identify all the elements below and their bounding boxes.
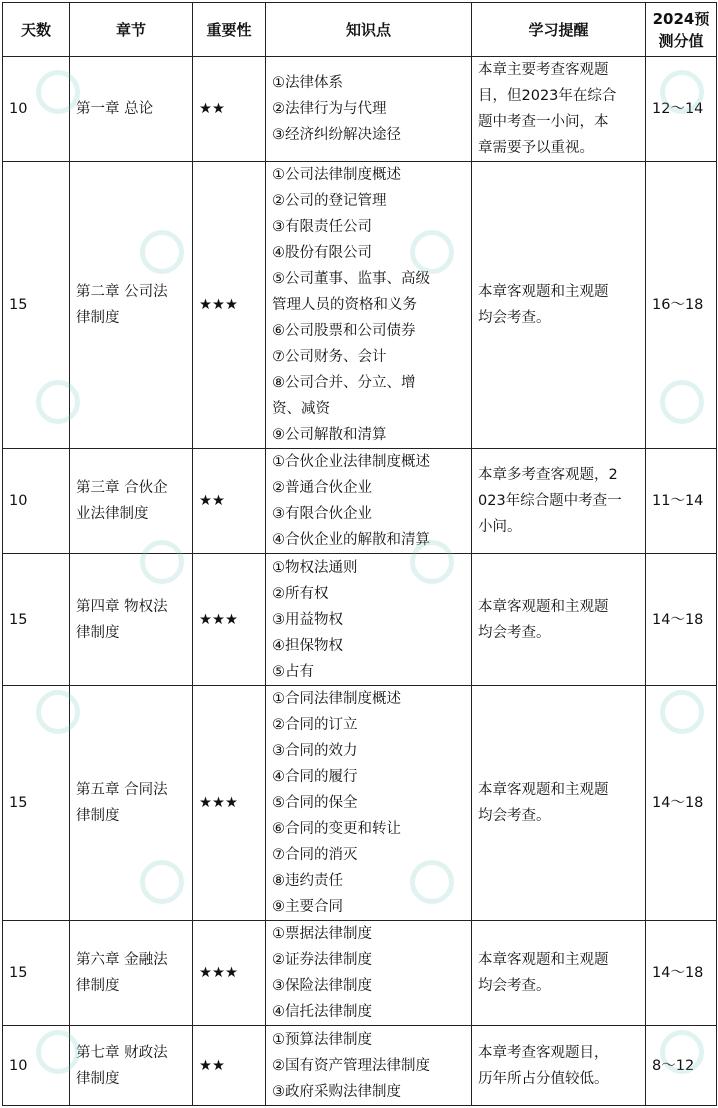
- days-cell: 10: [3, 57, 70, 162]
- knowledge-point: ⑥公司股票和公司债券: [272, 323, 416, 339]
- chapter-line: 律制度: [76, 310, 120, 326]
- header-reminder: 学习提醒: [472, 3, 646, 57]
- header-score-line1: 2024预: [652, 9, 710, 28]
- importance-stars: ★★★: [193, 686, 266, 921]
- chapter-line: 第三章 合伙企: [76, 480, 168, 496]
- knowledge-point: ④信托法律制度: [272, 1004, 372, 1020]
- days-cell: 15: [3, 554, 70, 686]
- header-points: 知识点: [266, 3, 472, 57]
- knowledge-point: ③经济纠纷解决途径: [272, 127, 401, 143]
- days-cell: 10: [3, 1026, 70, 1106]
- days-cell: 15: [3, 921, 70, 1026]
- knowledge-point: 管理人员的资格和义务: [272, 297, 417, 313]
- chapter-line: 第二章 公司法: [76, 284, 168, 300]
- chapter-cell: [70, 57, 193, 162]
- chapter-line: 第七章 财政法: [76, 1044, 168, 1061]
- predicted-score-cell: 14～18: [646, 921, 717, 1026]
- knowledge-point: ①物权法通则: [272, 559, 358, 576]
- chapter-cell: [70, 921, 193, 1026]
- knowledge-point: ⑤占有: [272, 663, 314, 680]
- reminder-line: 本章客观题和主观题: [478, 782, 609, 798]
- reminder-line: 023年综合题中考查一: [478, 493, 622, 509]
- study-reminder-cell: [472, 57, 646, 162]
- chapter-line: 律制度: [76, 624, 120, 641]
- reminder-line: 历年所占分值较低。: [478, 1070, 609, 1087]
- study-plan-table: [2, 2, 717, 1106]
- knowledge-points-cell: [266, 1026, 472, 1106]
- knowledge-point: ⑨公司解散和清算: [272, 427, 387, 443]
- reminder-line: 小问。: [478, 519, 522, 535]
- knowledge-point: ②法律行为与代理: [272, 101, 387, 117]
- knowledge-point: 资、减资: [272, 401, 330, 417]
- predicted-score-cell: 14～18: [646, 554, 717, 686]
- reminder-line: 题中考查一小问，本: [478, 114, 609, 130]
- importance-stars: ★★: [193, 449, 266, 554]
- knowledge-point: ②国有资产管理法律制度: [272, 1057, 430, 1074]
- chapter-cell: [70, 686, 193, 921]
- chapter-line: 律制度: [76, 808, 120, 824]
- importance-stars: ★★★: [193, 554, 266, 686]
- study-reminder-cell: [472, 449, 646, 554]
- header-score-line2: 测分值: [658, 31, 704, 50]
- knowledge-point: ⑧违约责任: [272, 873, 343, 889]
- knowledge-point: ③政府采购法律制度: [272, 1083, 401, 1100]
- reminder-line: 本章考查客观题目，: [478, 1044, 609, 1061]
- knowledge-point: ④合同的履行: [272, 769, 358, 785]
- knowledge-point: ④股份有限公司: [272, 245, 372, 261]
- table-row: [3, 686, 717, 921]
- knowledge-point: ①合伙企业法律制度概述: [272, 454, 430, 470]
- importance-stars: ★★: [193, 1026, 266, 1106]
- days-cell: 10: [3, 449, 70, 554]
- study-reminder-cell: [472, 554, 646, 686]
- chapter-cell: [70, 554, 193, 686]
- reminder-line: 本章客观题和主观题: [478, 952, 609, 968]
- reminder-line: 均会考查。: [478, 978, 551, 994]
- table-row: [3, 1026, 717, 1106]
- table-row: [3, 449, 717, 554]
- reminder-line: 本章多考查客观题，2: [478, 467, 618, 483]
- chapter-cell: [70, 449, 193, 554]
- reminder-line: 本章主要考查客观题: [478, 62, 609, 78]
- reminder-line: 本章客观题和主观题: [478, 284, 609, 300]
- importance-stars: ★★: [193, 57, 266, 162]
- chapter-line: 律制度: [76, 978, 120, 994]
- knowledge-point: ①公司法律制度概述: [272, 167, 401, 183]
- chapter-cell: [70, 162, 193, 449]
- chapter-line: 第六章 金融法: [76, 952, 168, 968]
- header-days: 天数: [3, 3, 70, 57]
- header-score: [646, 3, 717, 57]
- reminder-line: 目，但2023年在综合: [478, 88, 617, 104]
- knowledge-point: ③合同的效力: [272, 743, 358, 759]
- reminder-line: 均会考查。: [478, 808, 551, 824]
- study-reminder-cell: [472, 162, 646, 449]
- table-row: [3, 554, 717, 686]
- knowledge-point: ⑥合同的变更和转让: [272, 821, 401, 837]
- reminder-line: 本章客观题和主观题: [478, 598, 609, 615]
- importance-stars: ★★★: [193, 921, 266, 1026]
- chapter-cell: [70, 1026, 193, 1106]
- knowledge-point: ②合同的订立: [272, 717, 358, 733]
- knowledge-point: ⑤合同的保全: [272, 795, 358, 811]
- knowledge-points-cell: [266, 162, 472, 449]
- study-reminder-cell: [472, 686, 646, 921]
- chapter-line: 第一章 总论: [76, 101, 154, 117]
- days-cell: 15: [3, 686, 70, 921]
- knowledge-points-cell: [266, 686, 472, 921]
- knowledge-point: ②普通合伙企业: [272, 480, 372, 496]
- knowledge-points-cell: [266, 57, 472, 162]
- knowledge-point: ③保险法律制度: [272, 978, 372, 994]
- knowledge-point: ①预算法律制度: [272, 1031, 372, 1048]
- knowledge-point: ③有限责任公司: [272, 219, 372, 235]
- knowledge-point: ⑤公司董事、监事、高级: [272, 271, 430, 287]
- knowledge-point: ③有限合伙企业: [272, 506, 372, 522]
- knowledge-points-cell: [266, 554, 472, 686]
- knowledge-points-cell: [266, 449, 472, 554]
- chapter-line: 律制度: [76, 1070, 120, 1087]
- study-reminder-cell: [472, 1026, 646, 1106]
- days-cell: 15: [3, 162, 70, 449]
- knowledge-point: ⑨主要合同: [272, 899, 343, 915]
- knowledge-point: ②证券法律制度: [272, 952, 372, 968]
- knowledge-point: ②公司的登记管理: [272, 193, 387, 209]
- reminder-line: 均会考查。: [478, 310, 551, 326]
- table-body: [3, 57, 717, 1106]
- knowledge-point: ①票据法律制度: [272, 926, 372, 942]
- predicted-score-cell: 14～18: [646, 686, 717, 921]
- knowledge-point: ④担保物权: [272, 637, 343, 654]
- header-row: [3, 3, 717, 57]
- predicted-score-cell: 12～14: [646, 57, 717, 162]
- knowledge-point: ①法律体系: [272, 75, 343, 91]
- chapter-line: 第五章 合同法: [76, 782, 168, 798]
- knowledge-points-cell: [266, 921, 472, 1026]
- importance-stars: ★★★: [193, 162, 266, 449]
- header-importance: 重要性: [193, 3, 266, 57]
- table-row: [3, 162, 717, 449]
- knowledge-point: ⑦合同的消灭: [272, 847, 358, 863]
- predicted-score-cell: 8～12: [646, 1026, 717, 1106]
- predicted-score-cell: 11～14: [646, 449, 717, 554]
- knowledge-point: ⑦公司财务、会计: [272, 349, 387, 365]
- table-row: [3, 57, 717, 162]
- knowledge-point: ⑧公司合并、分立、增: [272, 375, 416, 391]
- chapter-line: 第四章 物权法: [76, 598, 168, 615]
- knowledge-point: ①合同法律制度概述: [272, 691, 401, 707]
- table-row: [3, 921, 717, 1026]
- chapter-line: 业法律制度: [76, 506, 149, 522]
- knowledge-point: ③用益物权: [272, 611, 343, 628]
- knowledge-point: ②所有权: [272, 585, 329, 602]
- study-reminder-cell: [472, 921, 646, 1026]
- knowledge-point: ④合伙企业的解散和清算: [272, 532, 430, 548]
- header-chapter: 章节: [70, 3, 193, 57]
- reminder-line: 章需要予以重视。: [478, 140, 594, 156]
- reminder-line: 均会考查。: [478, 624, 551, 641]
- predicted-score-cell: 16～18: [646, 162, 717, 449]
